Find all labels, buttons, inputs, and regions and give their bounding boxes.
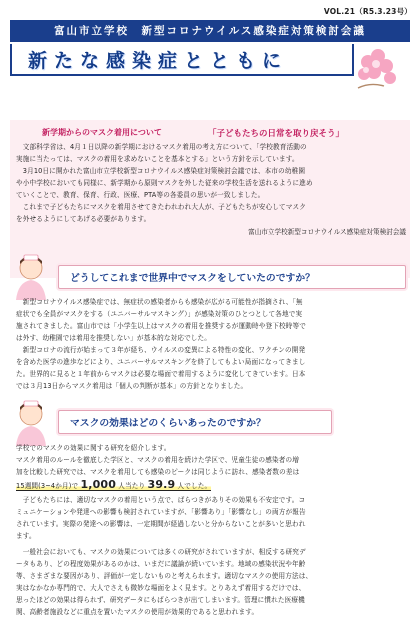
section1-line: これまで子どもたちにマスクを着用させてきたわれわれ大人が、子どもたちが安心してマスク [16,203,306,211]
section3-line: 思ったほどの効果は得られず、研究データにもばらつきが出てしまいます。管理に慣れた医療機 [16,596,305,604]
section1-title: 新学期からのマスク着用について [42,128,162,137]
section3-line: 子どもたちには、適切なマスクの着用という点で、ばらつきがありその効果も不安定です。コ [16,496,306,504]
section2-line: を含めた医学の進歩などにより、ユニバーサルマスキングを終了してもよい局面になってきまし [16,358,306,366]
section3-question: マスクの効果はどのくらいあったのですか？ [70,418,266,429]
section3-line: 実はなかなか専門的で、大人でさえも微妙な場面をよく見ます。とりあえず着用するだけでは、 [16,584,306,592]
flower-illustration-icon [350,44,404,92]
nurse-illustration-icon [8,398,54,446]
stat-number-1: 1,000 [80,478,117,491]
section3-line: 加を比較した研究では、マスクを着用しても感染のピークは同じように訪れ、感染者数の差は [16,468,300,476]
section2-line: 新型コロナの流行が始まって３年が経ち、ウイルスの変異による特性の変化、ワクチンの開発 [16,346,306,354]
section1-line: 実施に当たっては、マスクの着用を求めないことを基本とする」という方針を示しています。 [16,155,299,163]
section3-line: マスク着用のルールを徹底した学区と、マスクの着用を続けた学区で、児童生徒の感染者の増 [16,456,299,464]
section1-line: 3月10日に開かれた富山市立学校新型コロナウイルス感染症対策検討会議では、本市の幼稚園 [16,167,306,175]
stat-suffix: 人でした。 [177,482,212,490]
section3-line: 等、さまざまな要因があり、評価が一定しないものと考えられます。適切なマスクの使用方法は、 [16,572,313,580]
stat-prefix: 15週間(3~4か月)で [16,482,79,490]
section1-line: ていくことで、教育、保育、行政、医療、PTA等の各委員の思いが一致しました。 [16,191,265,199]
nurse-illustration-icon [8,252,54,300]
section3-line: されています。実際の発達への影響は、一定期間が経過しないと分からないことが多いと思われ [16,520,306,528]
page-title: 新たな感染症とともに [28,50,289,72]
section1-subtitle: 「子どもたちの日常を取り戻そう」 [208,129,345,139]
stat-number-2: 39.9 [147,478,176,491]
section2-line: では３月13日からマスク着用は「個人の判断が基本」の方針となりました。 [16,382,248,390]
section2-line: た。世界的に見ると１年前からマスクは必要な場面で着用するように変化してきています。日本 [16,370,306,378]
section3-line: ミュニケーションや発達への影響も検討されていますが、「影響あり」「影響なし」の両方が報告 [16,508,306,516]
section2-line: 症状でも全員がマスクをする（ユニバーサルマスキング）」が感染対策のひとつとして各地で実 [16,310,303,318]
volume-label: VOL.21（R5.3.23号） [323,7,412,16]
section1-line: 文部科学省は、4月１日以降の新学期におけるマスク着用の考え方について、「学校教育活動の [16,143,307,151]
section3-line: 一般社会においても、マスクの効果については多くの研究がされていますが、相反する研究デ [16,548,306,556]
section2-question: どうしてこれまで世界中でマスクをしていたのですか？ [70,273,315,284]
section3-line: 学校でのマスクの効果に関する研究を紹介します。 [16,444,171,452]
section3-line: ます。 [16,532,36,540]
header-bar: 富山市立学校 新型コロナウイルス感染症対策検討会議 [10,20,410,42]
section1-signature: 富山市立学校新型コロナウイルス感染症対策検討会議 [248,228,406,236]
stat-middle: 人当たり [118,482,146,490]
section2-line: 施されてきました。富山市では「小学生以上はマスクの着用を推奨するが運動時や登下校時等で [16,322,306,330]
section3-line: 関、高齢者施設などに重点を置いたマスクの使用が効果的であると思われます。 [16,608,259,616]
section2-line: は外す、幼稚園では着用を推奨しない」が基本的な対応でした。 [16,334,212,342]
section1-line: や小中学校においても同様に、新学期から原則マスクを外した従来の学校生活を送れるように進め [16,179,313,187]
section2-line: 新型コロナウイルス感染症では、無症状の感染者からも感染が広がる可能性が指摘され、「無 [16,298,303,306]
stat-line [16,478,408,493]
section3-line: ータもあり、どの程度効果があるのかは、いまだに議論が続いています。地域の感染状況や年齢 [16,560,306,568]
section1-line: を外せるようにしてあげる必要があります。 [16,215,151,223]
